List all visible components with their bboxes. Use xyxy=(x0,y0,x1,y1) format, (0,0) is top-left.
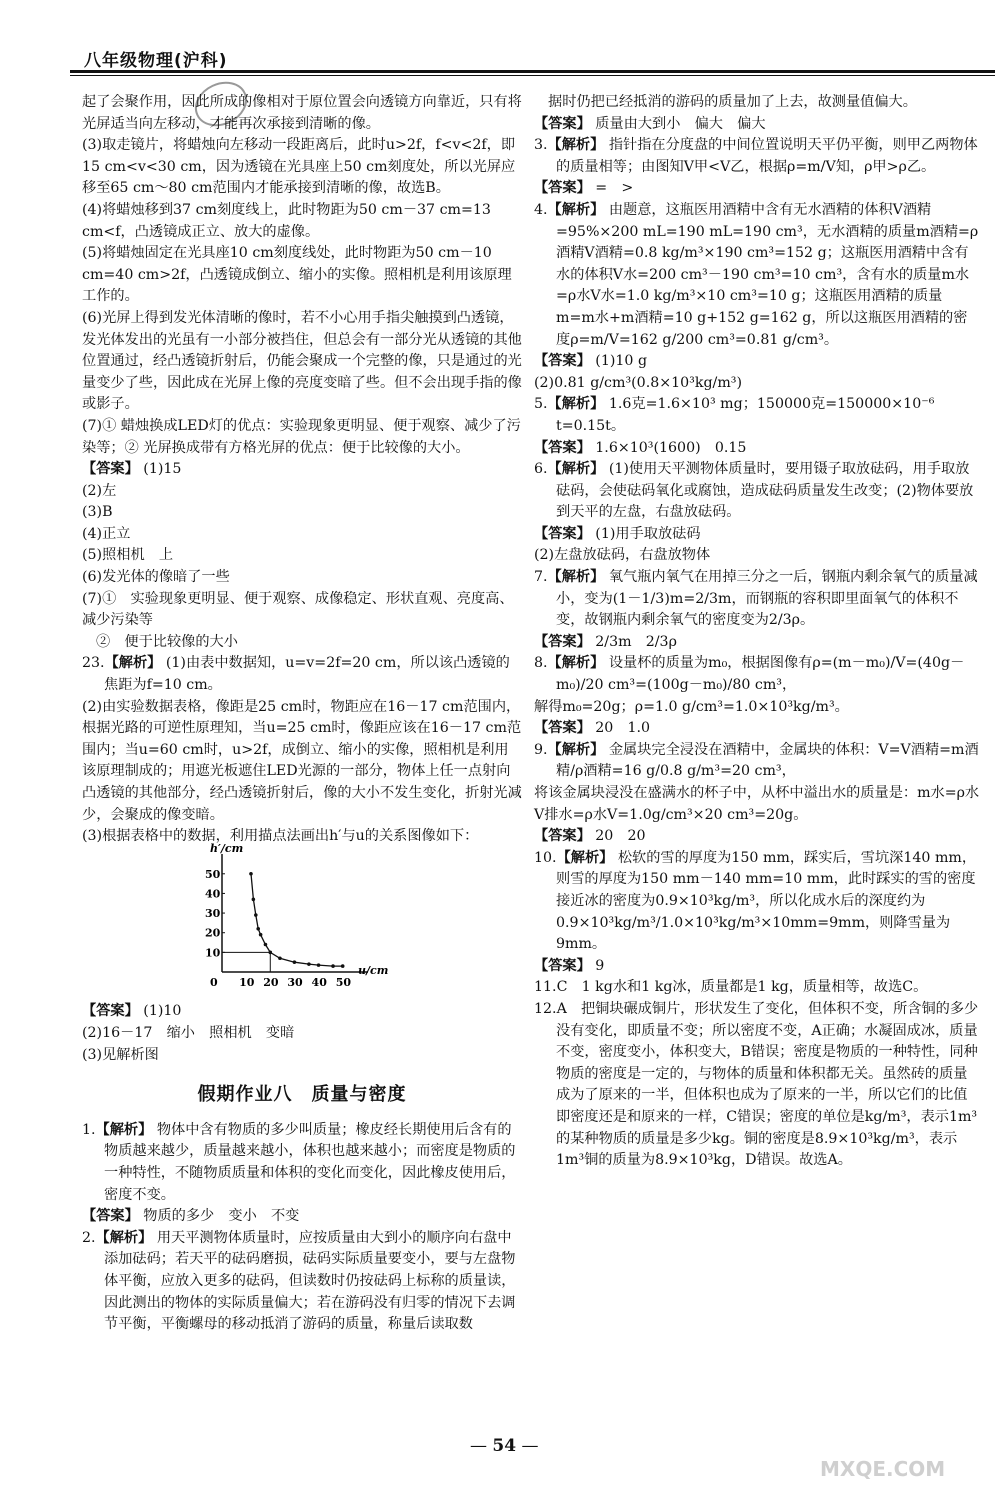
h-u-graph xyxy=(186,841,389,992)
svg-text:MXQE.COM: MXQE.COM xyxy=(820,1457,946,1481)
paragraph: 起了会聚作用，因此所成的像相对于原位置会向透镜方向靠近，只有将光屏适当向左移动，才能再次承接到清晰的像。 xyxy=(82,94,522,132)
answer-line: 【答案】 (1)10 g xyxy=(534,353,648,370)
question-6: 6.【解析】 (1)使用天平测物体质量时，要用镊子取放砝码，用手取放砝码，会使砝码氧化或腐蚀，造成砝码质量发生改变；(2)物体要放到天平的左盘，右盘放砝码。 xyxy=(534,461,974,521)
data-point xyxy=(268,950,272,954)
section-title: 假期作业八 质量与密度 xyxy=(197,1084,407,1106)
x-tick-label: 20 xyxy=(263,975,279,989)
paragraph: 将该金属块浸没在盛满水的杯子中，从杯中溢出水的质量是：m水=ρ水V排水=ρ水V=1.0g/cm³×20 cm³=20g。 xyxy=(534,785,980,823)
y-tick-label: 40 xyxy=(205,887,221,901)
data-point xyxy=(307,962,311,966)
answer-line: 【答案】 20 1.0 xyxy=(534,720,651,737)
x-tick-label: 30 xyxy=(287,975,303,989)
data-point xyxy=(317,963,321,967)
question-3: 3.【解析】 指针指在分度盘的中间位置说明天平仍平衡，则甲乙两物体的质量相等；由图知V甲<V乙，根据ρ=m/V知，ρ甲>ρ乙。 xyxy=(534,137,978,175)
answer-line: (3)见解析图 xyxy=(82,1046,159,1063)
left-column xyxy=(82,92,522,1336)
answer-line: 【答案】 (1)15 xyxy=(82,461,182,478)
paragraph: (5)将蜡烛固定在光具座10 cm刻度线处，此时物距为50 cm－10 cm=40 cm>2f，凸透镜成倒立、缩小的实像。照相机是利用该原理工作的。 xyxy=(82,245,512,305)
answer-line: 【答案】 20 20 xyxy=(534,828,646,845)
data-point xyxy=(249,872,253,876)
page-header xyxy=(70,44,995,74)
data-point xyxy=(293,960,297,964)
data-point xyxy=(278,956,282,960)
answer-label: 【答案】 xyxy=(82,461,139,478)
question-4: 4.【解析】 由题意，这瓶医用酒精中含有无水酒精的体积V酒精=95%×200 mL=190 mL=190 cm³，无水酒精的质量m酒精=ρ酒精V酒精=0.8 kg/m³×190 cm³=152 g；这瓶医用酒精中含有水的体积V水=200 cm³－190 cm³=10 cm³，含有水的质量m水=ρ水V水=1.0 kg/m³×10 cm³=10 g；这瓶医用酒精的质量m=m水+m酒精=10 g+152 g=162 g，所以这瓶医用酒精的密度ρ=m/V=162 g/200 cm³=0.81 g/cm³。 xyxy=(534,201,979,348)
answer-line: 【答案】 9 xyxy=(534,957,605,974)
question-11: 11.C 1 kg水和1 kg冰，质量都是1 kg，质量相等，故选C。 xyxy=(534,979,928,996)
paragraph: (3)根据表格中的数据，利用描点法画出h′与u的关系图像如下： xyxy=(82,828,479,845)
answer-line: ② 便于比较像的大小 xyxy=(96,633,238,650)
data-point xyxy=(252,897,256,901)
paragraph: (7)① 蜡烛换成LED灯的优点：实验现象更明显、便于观察、减少了污染等；② 光屏换成带有方格光屏的优点：便于比较像的大小。 xyxy=(82,417,521,456)
answer-line: (3)B xyxy=(82,504,113,521)
x-tick-label: 40 xyxy=(311,975,327,989)
y-tick-label: 50 xyxy=(205,867,221,881)
y-tick-label: 10 xyxy=(205,946,221,960)
question-9: 9.【解析】 金属块完全浸没在酒精中，金属块的体积：V=V酒精=m酒精/ρ酒精=16 g/0.8 g/m³=20 cm³， xyxy=(534,741,979,780)
y-tick-label: 30 xyxy=(205,906,221,920)
watermark-logo xyxy=(810,1418,980,1484)
answer-line: (2)左盘放砝码，右盘放物体 xyxy=(534,547,711,564)
answer-line: (2)0.81 g/cm³(0.8×10³kg/m³) xyxy=(534,374,743,391)
paragraph: (4)将蜡烛移到37 cm刻度线上，此时物距为50 cm－37 cm=13 cm<f，凸透镜成正立、放大的虚像。 xyxy=(82,201,491,240)
answer-line: 【答案】 物质的多少 变小 不变 xyxy=(82,1208,300,1225)
answer-line: 【答案】 1.6×10³(1600) 0.15 xyxy=(534,439,747,456)
x-tick-label: 50 xyxy=(335,975,352,989)
paragraph: (6)光屏上得到发光体清晰的像时，若不小心用手指尖触摸到凸透镜，发光体发出的光虽有一小部分被挡住，但总会有一部分光从透镜的其他位置通过，经凸透镜折射后，仍能会聚成一个完整的像，只是通过的光量变少了些，因此成在光屏上像的亮度变暗了些。但不会出现手指的像或影子。 xyxy=(82,309,522,413)
paragraph: (3)取走镜片，将蜡烛向左移动一段距离后，此时u>2f，f<v<2f，即15 cm<v<30 cm，因为透镜在光具座上50 cm刻度处，所以光屏应移至65 cm～80 cm范围内才能承接到清晰的像，故选B。 xyxy=(82,137,516,197)
answer-line: (2)16－17 缩小 照相机 变暗 xyxy=(82,1024,295,1041)
answer-line: (5)照相机 上 xyxy=(82,547,174,564)
answer-line: 【答案】 (1)10 xyxy=(82,1003,182,1020)
x-axis-label: u/cm xyxy=(358,963,389,977)
question-5: 5.【解析】 1.6克=1.6×10³ mg；150000克=150000×10⁻⁶ t=0.15t。 xyxy=(534,396,935,434)
y-tick-label: 20 xyxy=(205,926,221,940)
data-point xyxy=(254,913,258,917)
data-point xyxy=(264,942,268,946)
question-10: 10.【解析】 松软的雪的厚度为150 mm，踩实后，雪坑深140 mm，则雪的厚度为150 mm－140 mm=10 mm，此时踩实的雪的密度接近冰的密度为0.9×10³kg/m³，所以化成水后的深度约为0.9×10³kg/m³/1.0×10³kg/m³×10mm=9mm，则降雪量为9mm。 xyxy=(534,849,977,953)
question-2: 2.【解析】 用天平测物体质量时，应按质量由大到小的顺序向右盘中添加砝码；若天平的砝码磨损，砝码实际质量要变小，要与左盘物体平衡，应放入更多的砝码，但读数时仍按砝码上标称的质量读，因此测出的物体的实际质量偏大；若在游码没有归零的情况下去调节平衡，平衡螺母的移动抵消了游码的质量，称量后读取数 xyxy=(82,1229,516,1333)
answer-line: 【答案】 (1)用手取放砝码 xyxy=(534,525,701,542)
question-7: 7.【解析】 氧气瓶内氧气在用掉三分之一后，钢瓶内剩余氧气的质量减小，变为(1－1/3)m=2/3m，而钢瓶的容积即里面氧气的体积不变，故钢瓶内剩余氧气的密度变为2/3ρ。 xyxy=(534,569,978,629)
x-tick-label: 10 xyxy=(239,975,255,989)
answer-line: (2)左 xyxy=(82,482,117,499)
data-point xyxy=(259,933,263,937)
answer-line: (4)正立 xyxy=(82,525,131,542)
data-point xyxy=(341,964,345,968)
paragraph: (2)由实验数据表格，像距是25 cm时，物距应在16－17 cm范围内，根据光路的可逆性原理知，当u=25 cm时，像距应该在16－17 cm范围内；当u=60 cm时，u>2f，成倒立、缩小的实像，照相机是利用该原理制成的；用遮光板遮住LED光源的一部分，物体上任一点射向凸透镜的其他部分，经凸透镜折射后，像的大小不发生变化，折射光减少，会聚成的像变暗。 xyxy=(82,698,522,823)
x-tick-label: 0 xyxy=(210,975,218,989)
data-point xyxy=(256,927,260,931)
y-axis-label: h′/cm xyxy=(210,841,244,855)
question-23: 23.【解析】 (1)由表中数据知，u=v=2f=20 cm，所以该凸透镜的焦距为f=10 cm。 xyxy=(82,655,510,694)
paragraph: 据时仍把已经抵消的游码的质量加了上去，故测量值偏大。 xyxy=(548,94,917,110)
answer-line: 【答案】 2/3m 2/3ρ xyxy=(534,633,677,650)
answer-line: (7)① 实验现象更明显、便于观察、成像稳定、形状直观、亮度高、减少污染等 xyxy=(82,590,514,629)
paragraph: 解得m₀=20g；ρ=1.0 g/cm³=1.0×10³kg/m³。 xyxy=(534,698,849,715)
answer-line: 【答案】 = > xyxy=(534,180,634,197)
book-title: 八年级物理(沪科) xyxy=(84,51,228,71)
right-column xyxy=(534,92,980,1172)
page-number: — 54 — xyxy=(470,1436,538,1456)
answer-line: 【答案】 质量由大到小 偏大 偏大 xyxy=(534,115,766,132)
question-8: 8.【解析】 设量杯的质量为m₀，根据图像有ρ=(m－m₀)/V=(40g－m₀)/20 cm³=(100g－m₀)/80 cm³， xyxy=(534,655,965,694)
header-divider xyxy=(70,70,995,73)
data-point xyxy=(331,964,335,968)
question-1: 1.【解析】 物体中含有物质的多少叫质量；橡皮经长期使用后含有的物质越来越少，质量越来越小，体积也越来越小；而密度是物质的一种特性，不随物质质量和体积的变化而变化，因此橡皮使用后，密度不变。 xyxy=(82,1121,516,1203)
answer-line: (6)发光体的像暗了一些 xyxy=(82,569,230,586)
question-12: 12.A 把铜块碾成铜片，形状发生了变化，但体积不变，所含铜的多少没有变化，即质量不变；所以密度不变，A正确；水凝固成冰，质量不变，密度变小，体积变大，B错误；密度是物质的一种特性，同种物质的密度是一定的，与物体的质量和体积都无关。虽然砖的质量成为了原来的一半，但体积也成为了原来的一半，所以它们的比值即密度还是和原来的一样，C错误；密度的单位是kg/m³，表示1m³的某种物质的质量是多少kg。铜的密度是8.9×10³kg/m³，表示1m³铜的质量为8.9×10³kg，D错误。故选A。 xyxy=(534,1000,979,1169)
